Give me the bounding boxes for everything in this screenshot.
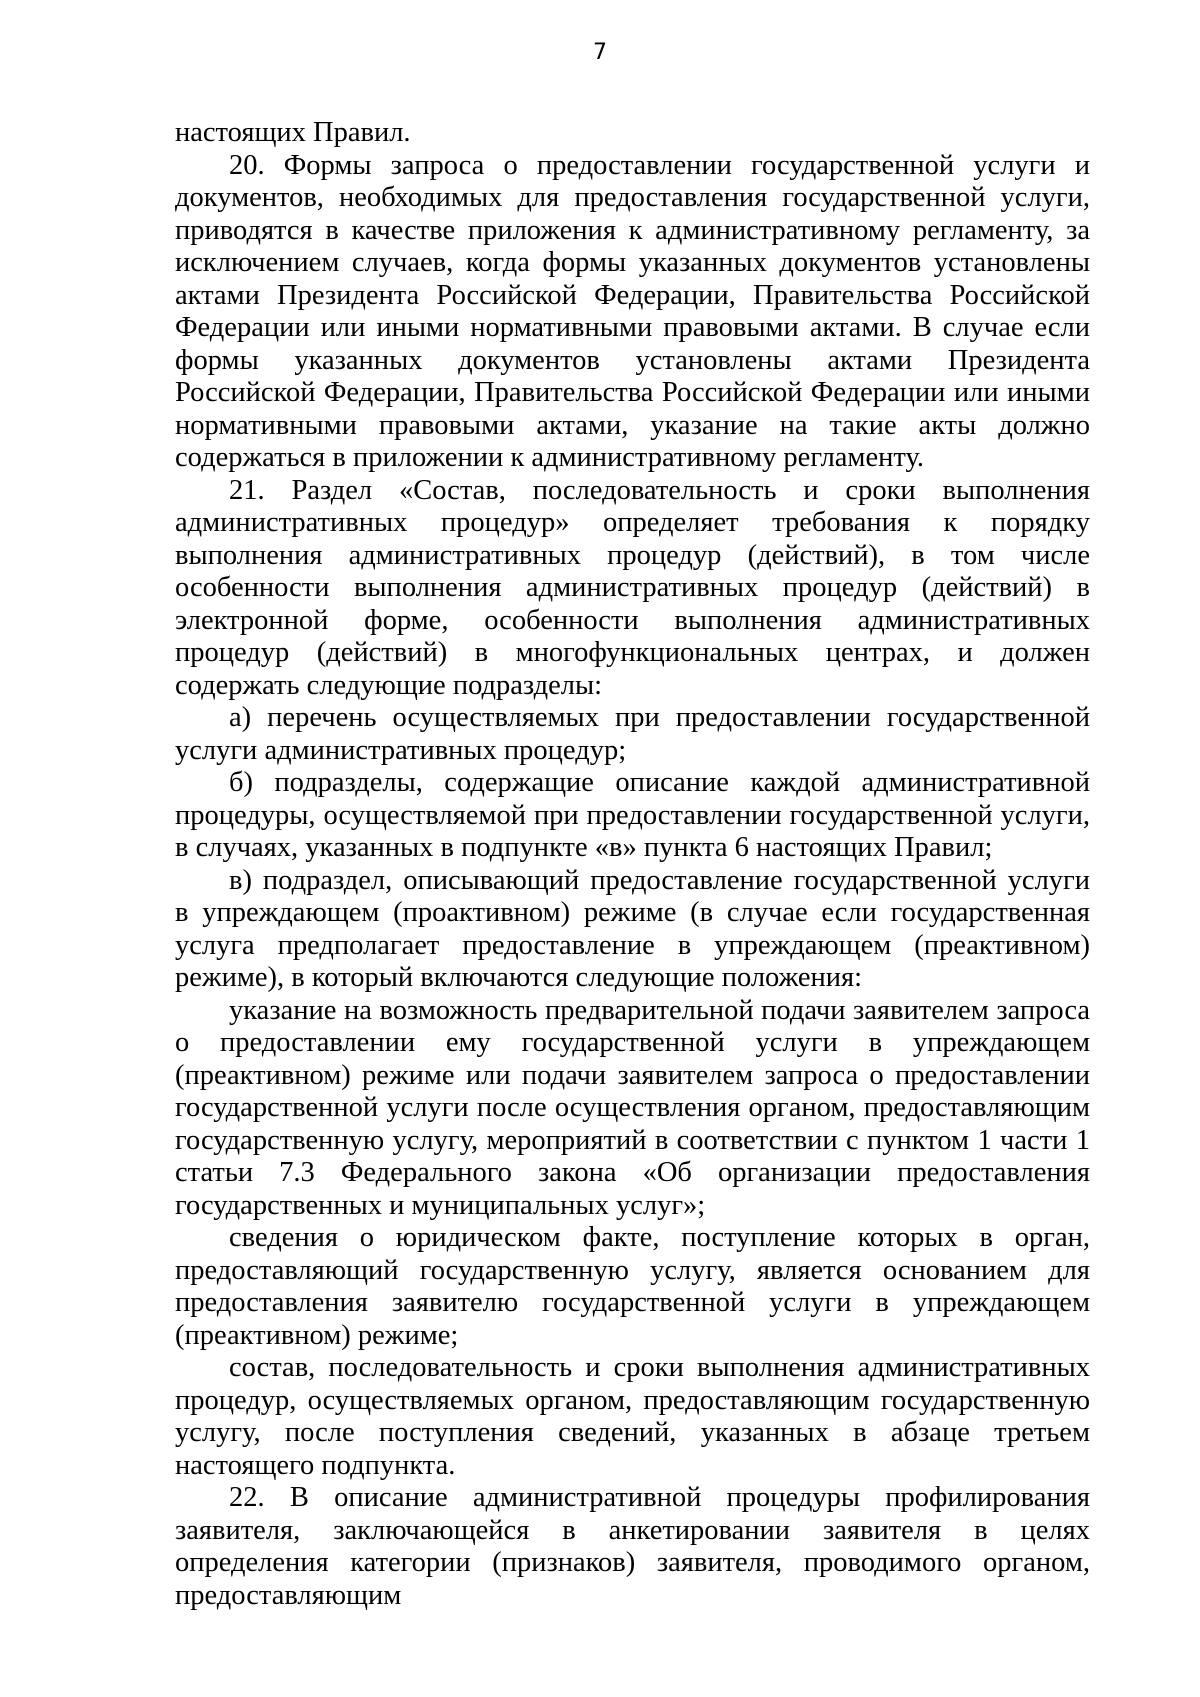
paragraph-21-a: а) перечень осуществляемых при предоставлении государственной услуги административных процедур; — [175, 702, 1090, 766]
document-body — [175, 117, 1090, 1612]
paragraph-22: 22. В описание административной процедуры профилирования заявителя, заключающейся в анкетировании заявителя в целях определения категории (признаков) заявителя, проводимого органом, предоставляющим — [175, 1482, 1090, 1611]
paragraph-21-v: в) подраздел, описывающий предоставление государственной услуги в упреждающем (проактивном) режиме (в случае если государственная услуга предполагает предоставление в упреждающем (преактивном) режиме), в который включаются следующие положения: — [175, 864, 1090, 993]
paragraph-21-v-item-2: сведения о юридическом факте, поступление которых в орган, предоставляющий государственную услугу, является основанием для предоставления заявителю государственной услуги в упреждающем (преактивном) режиме; — [175, 1222, 1090, 1351]
paragraph-20: 20. Формы запроса о предоставлении государственной услуги и документов, необходимых для предоставления государственной услуги, приводятся в качестве приложения к административному регламенту, за исключением случаев, когда формы указанных документов установлены актами Президента Российской Федерации, Правительства Российской Федерации или иными нормативными правовыми актами. В случае если формы указанных документов установлены актами Президента Российской Федерации, Правительства Российской Федерации или иными нормативными правовыми актами, указание на такие акты должно содержаться в приложении к административному регламенту. — [175, 149, 1090, 473]
paragraph-21: 21. Раздел «Состав, последовательность и сроки выполнения административных процедур» определяет требования к порядку выполнения административных процедур (действий), в том числе особенности выполнения административных процедур (действий) в электронной форме, особенности выполнения административных процедур (действий) в многофункциональных центрах, и должен содержать следующие подразделы: — [175, 474, 1090, 701]
paragraph-21-v-item-1: указание на возможность предварительной подачи заявителем запроса о предоставлении ему государственной услуги в упреждающем (преактивном) режиме или подачи заявителем запроса о предоставлении государственной услуги после осуществления органом, предоставляющим государственную услугу, мероприятий в соответствии с пунктом 1 части 1 статьи 7.3 Федерального закона «Об организации предоставления государственных и муниципальных услуг»; — [175, 994, 1090, 1221]
page-number: 7 — [593, 40, 607, 65]
paragraph-21-b: б) подразделы, содержащие описание каждой административной процедуры, осуществляемой при предоставлении государственной услуги, в случаях, указанных в подпункте «в» пункта 6 настоящих Правил; — [175, 767, 1090, 863]
paragraph-continuation: настоящих Правил. — [175, 117, 411, 148]
paragraph-21-v-item-3: состав, последовательность и сроки выполнения административных процедур, осуществляемых органом, предоставляющим государственную услугу, после поступления сведений, указанных в абзаце третьем настоящего подпункта. — [175, 1352, 1090, 1481]
